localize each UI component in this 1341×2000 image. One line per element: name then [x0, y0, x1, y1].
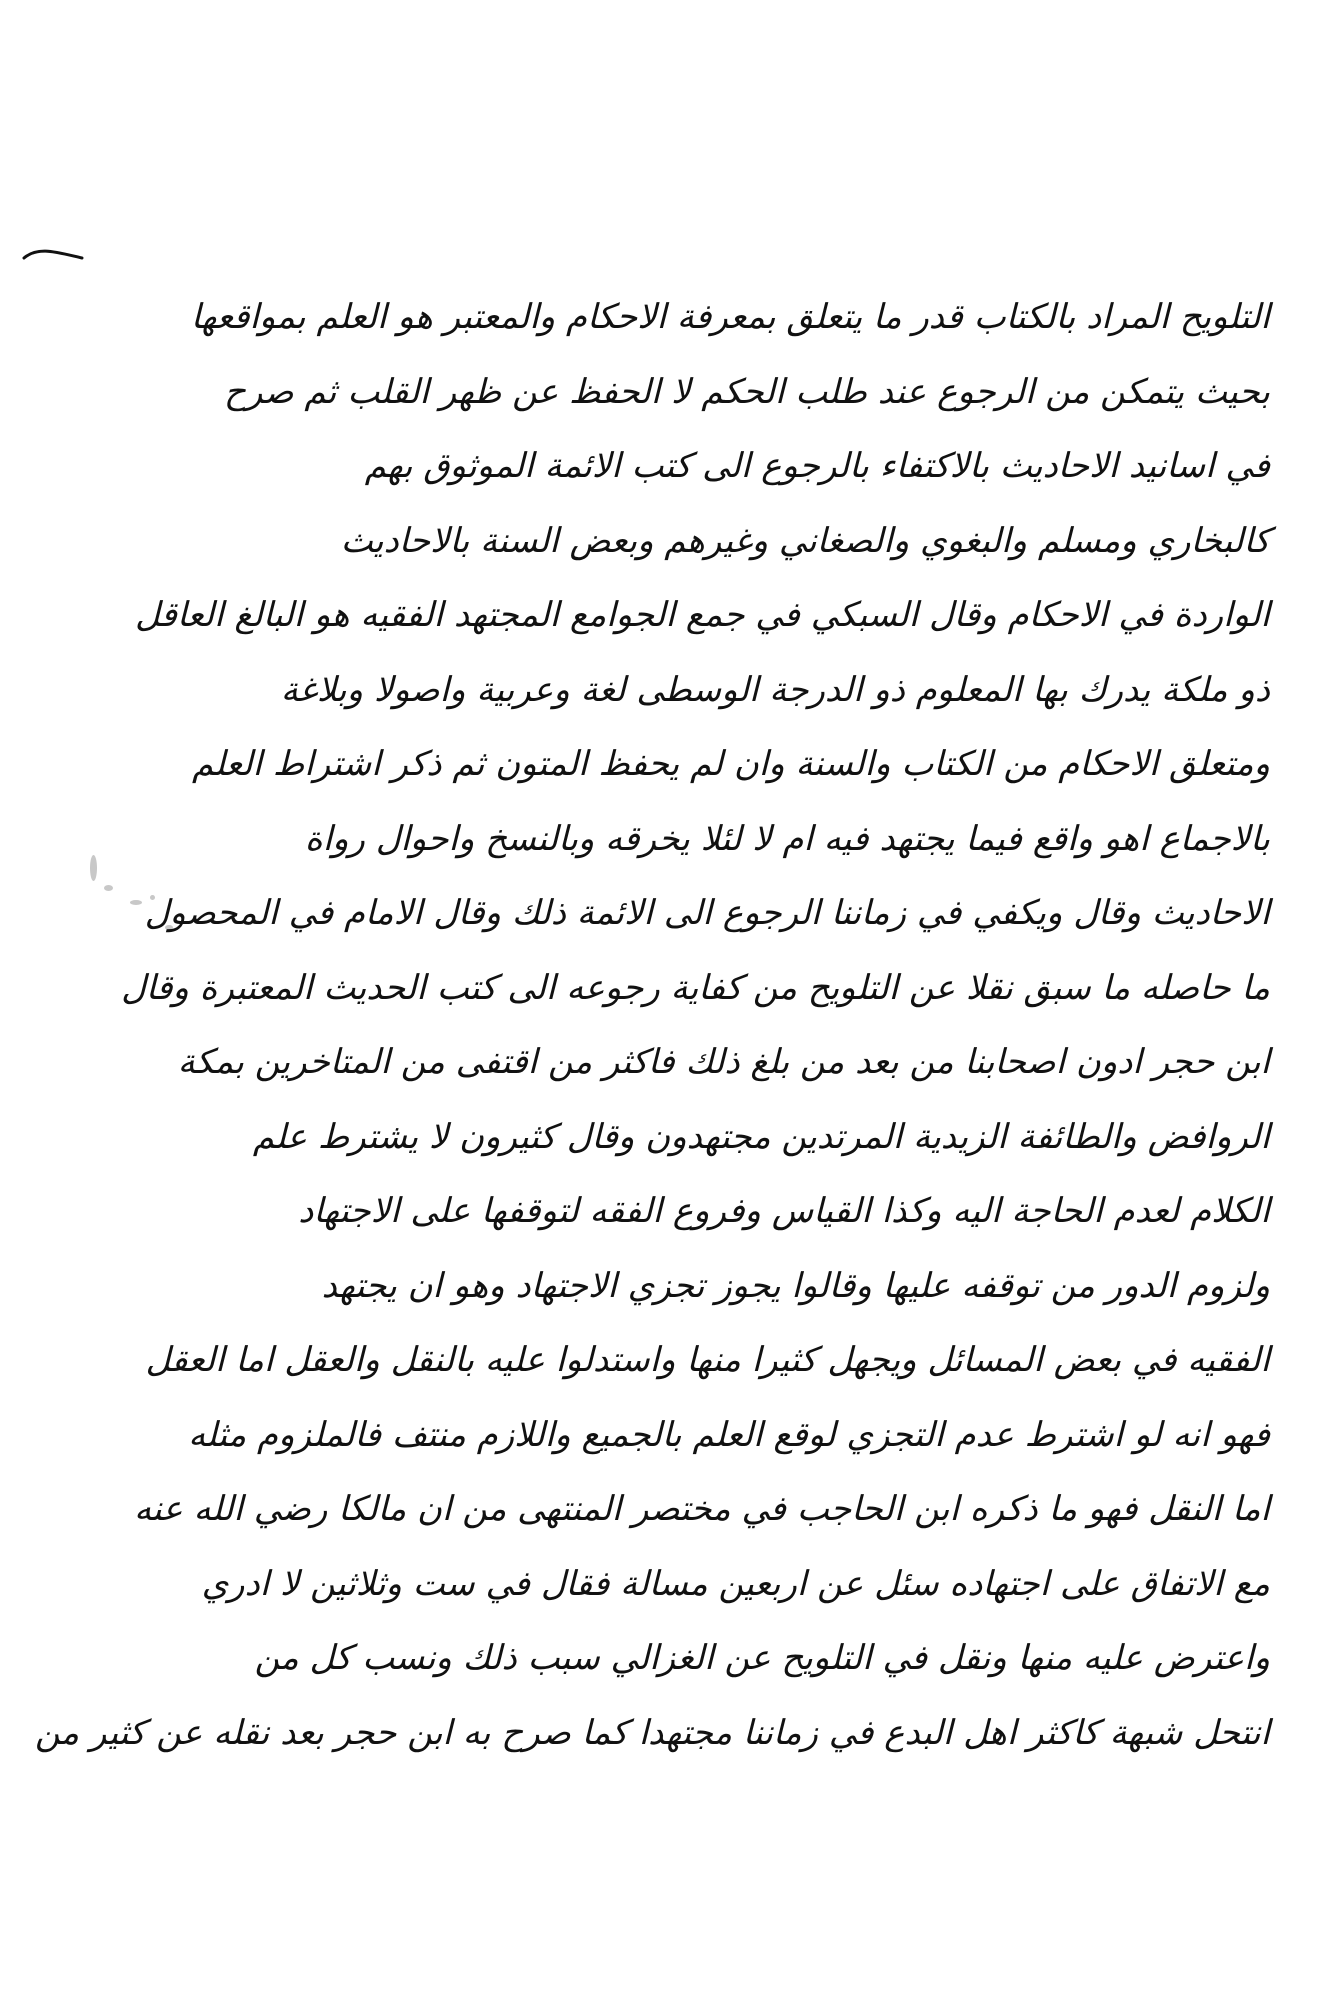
text-line: في اسانيد الاحاديث بالاكتفاء بالرجوع الى كتب الائمة الموثوق بهم [364, 446, 1270, 486]
text-line: الكلام لعدم الحاجة اليه وكذا القياس وفروع الفقه لتوقفها على الاجتهاد [298, 1191, 1270, 1231]
text-line: مع الاتفاق على اجتهاده سئل عن اربعين مسالة فقال في ست وثلاثين لا ادري [201, 1563, 1270, 1604]
text-line: ومتعلق الاحكام من الكتاب والسنة وان لم يحفظ المتون ثم ذكر اشتراط العلم [191, 744, 1270, 784]
text-line: ابن حجر ادون اصحابنا من بعد من بلغ ذلك فاكثر من اقتفى من المتاخرين بمكة [177, 1042, 1270, 1082]
corner-stroke-mark [18, 238, 88, 268]
text-line: انتحل شبهة كاكثر اهل البدع في زماننا مجتهدا كما صرح به ابن حجر بعد نقله عن كثير من [35, 1712, 1270, 1753]
text-line: ذو ملكة يدرك بها المعلوم ذو الدرجة الوسطى لغة وعربية واصولا وبلاغة [280, 669, 1270, 710]
text-line: بالاجماع اهو واقع فيما يجتهد فيه ام لا لئلا يخرقه وبالنسخ واحوال رواة [304, 818, 1270, 859]
text-line: الفقيه في بعض المسائل ويجهل كثيرا منها واستدلوا عليه بالنقل والعقل اما العقل [145, 1340, 1270, 1380]
text-line: كالبخاري ومسلم والبغوي والصغاني وغيرهم وبعض السنة بالاحاديث [340, 520, 1270, 561]
text-line: اما النقل فهو ما ذكره ابن الحاجب في مختصر المنتهى من ان مالكا رضي الله عنه [134, 1489, 1270, 1529]
text-line: واعترض عليه منها ونقل في التلويح عن الغزالي سبب ذلك ونسب كل من [254, 1638, 1270, 1678]
text-line: فهو انه لو اشترط عدم التجزي لوقع العلم بالجميع واللازم منتف فالملزوم مثله [188, 1414, 1270, 1455]
text-line: الروافض والطائفة الزيدية المرتدين مجتهدون وقال كثيرون لا يشترط علم [252, 1116, 1270, 1157]
text-line: بحيث يتمكن من الرجوع عند طلب الحكم لا الحفظ عن ظهر القلب ثم صرح [224, 371, 1270, 412]
text-line: الاحاديث وقال ويكفي في زماننا الرجوع الى الائمة ذلك وقال الامام في المحصول [144, 893, 1270, 933]
text-line: التلويح المراد بالكتاب قدر ما يتعلق بمعرفة الاحكام والمعتبر هو العلم بمواقعها [190, 297, 1270, 337]
text-line: الواردة في الاحكام وقال السبكي في جمع الجوامع المجتهد الفقيه هو البالغ العاقل [134, 595, 1270, 635]
corner-stroke [18, 238, 88, 268]
text-line: ما حاصله ما سبق نقلا عن التلويح من كفاية رجوعه الى كتب الحديث المعتبرة وقال [121, 967, 1270, 1008]
manuscript-text-block [35, 280, 1270, 1770]
text-line: ولزوم الدور من توقفه عليها وقالوا يجوز تجزي الاجتهاد وهو ان يجتهد [321, 1265, 1270, 1306]
